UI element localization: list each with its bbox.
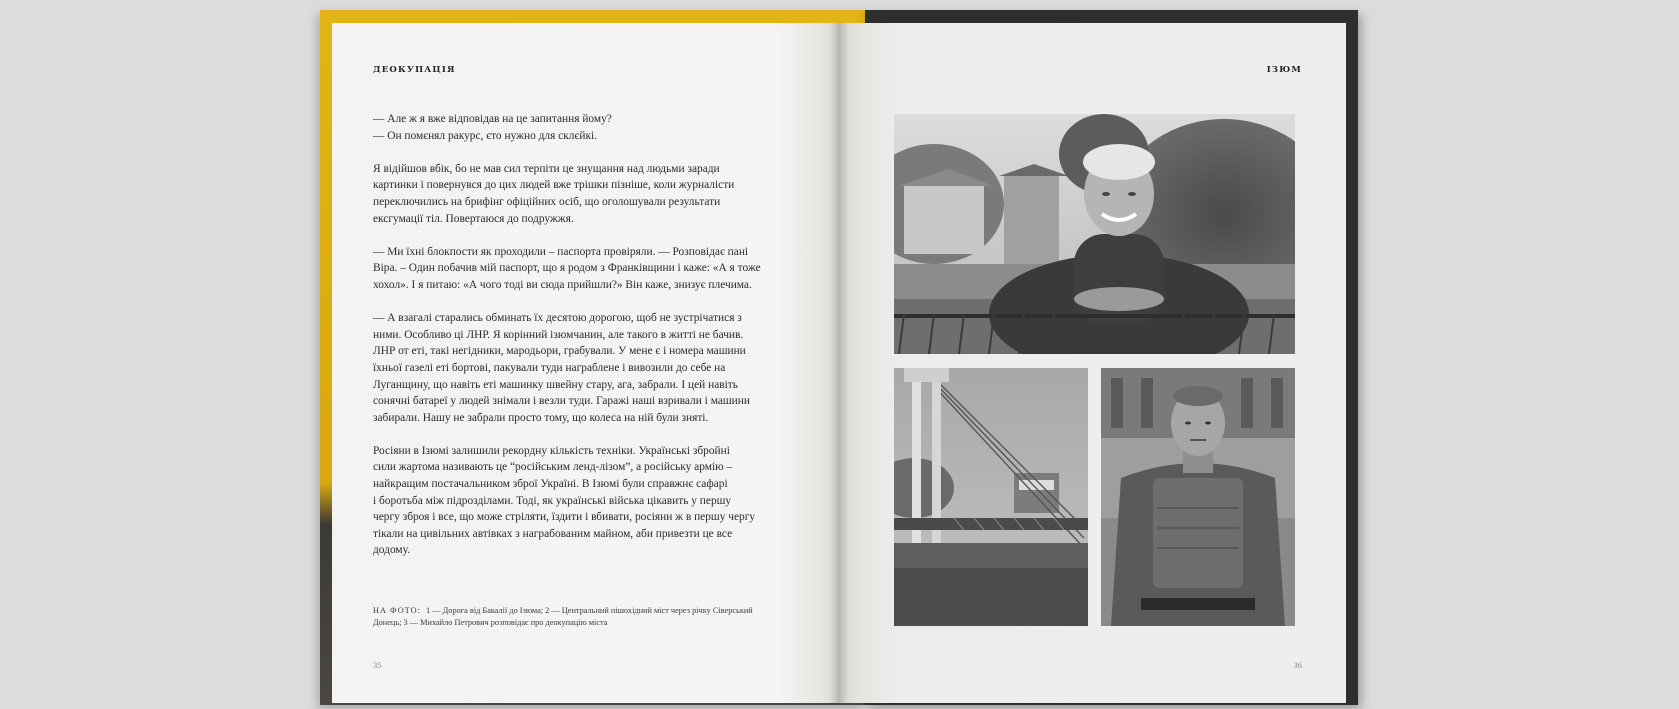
elderly-man-photo-image bbox=[894, 114, 1295, 354]
paragraph: — Ми їхні блокпости як проходили – паспорта провіряли. — Розповідає пані Віра. – Один побачив мій паспорт, що я родом з Франківщини і каже: «А я тоже хохол». І я питаю: «А чого тоді ви сюда прийшли?» Він каже, знизує плечима. bbox=[373, 245, 761, 291]
body-text bbox=[373, 111, 793, 576]
running-head-left: ДЕОКУПАЦІЯ bbox=[373, 65, 456, 75]
page-number-left: 35 bbox=[373, 660, 382, 670]
right-page bbox=[838, 23, 1346, 703]
caption-text: 1 — Дорога від Бакалії до Ізюма; 2 — Центральний пішохідний міст через річку Сіверський Донець; 3 — Михайло Петрович розповідає про деокупацію міста bbox=[373, 606, 753, 628]
soldier-photo-image bbox=[1101, 368, 1295, 626]
photo-caption bbox=[373, 605, 753, 629]
photo-soldier bbox=[1101, 368, 1295, 626]
photo-pedestrian-bridge bbox=[894, 368, 1088, 626]
caption-label: НА ФОТО: bbox=[373, 606, 421, 615]
bridge-photo-image bbox=[894, 368, 1088, 626]
page-number-right: 36 bbox=[1293, 660, 1302, 670]
paragraph: Я відійшов вбік, бо не мав сил терпіти це знущання над людьми заради картинки і повернувся до цих людей вже трішки пізніше, коли журналісти переключились на брифінг офіційних осіб, що оголошували результати ексгумації тіл. Повертаюся до подружжя. bbox=[373, 162, 735, 225]
paragraph: — Але ж я вже відповідав на це запитання йому? — Он помєнял ракурс, єто нужно для склєйкі. bbox=[373, 113, 612, 142]
left-page bbox=[332, 23, 838, 703]
open-book bbox=[320, 10, 1358, 705]
running-head-right: ІЗЮМ bbox=[1266, 65, 1302, 75]
paragraph: Росіяни в Ізюмі залишили рекордну кількість техніки. Українські збройні сили жартома називають це “російським ленд-лізом”, а російську армію – найкращим постачальником зброї Україні. В Ізюмі були справжнє сафарі і боротьба між підрозділами. Тоді, як українські війська цікавить у першу чергу зброя і все, що може стріляти, їздити і вбивати, росіяни ж в першу чергу тікали на цивільних автівках з награбованим майном, аби привезти це все додому. bbox=[373, 444, 756, 557]
photo-elderly-man-at-fence bbox=[894, 114, 1295, 354]
paragraph: — А взагалі старались обминать їх десятою дорогою, щоб не зустрічатися з ними. Особливо ці ЛНР. Я корінний ізюмчанин, але такого в житті не бачив. ЛНР от еті, такі негідники, мародьори, грабували. У мене є і номера машини їхньої газелі еті бортові, пакували туди награблене і вивозили до себе на Луганщину, що навіть еті машинку швейну стару, ага, забрали. І цей навіть сонячні батареї у людей знімали і везли туди. Гаражі наші взривали і машини забирали. Нашу не забрали просто тому, що колеса на ній були зняті. bbox=[373, 312, 750, 424]
